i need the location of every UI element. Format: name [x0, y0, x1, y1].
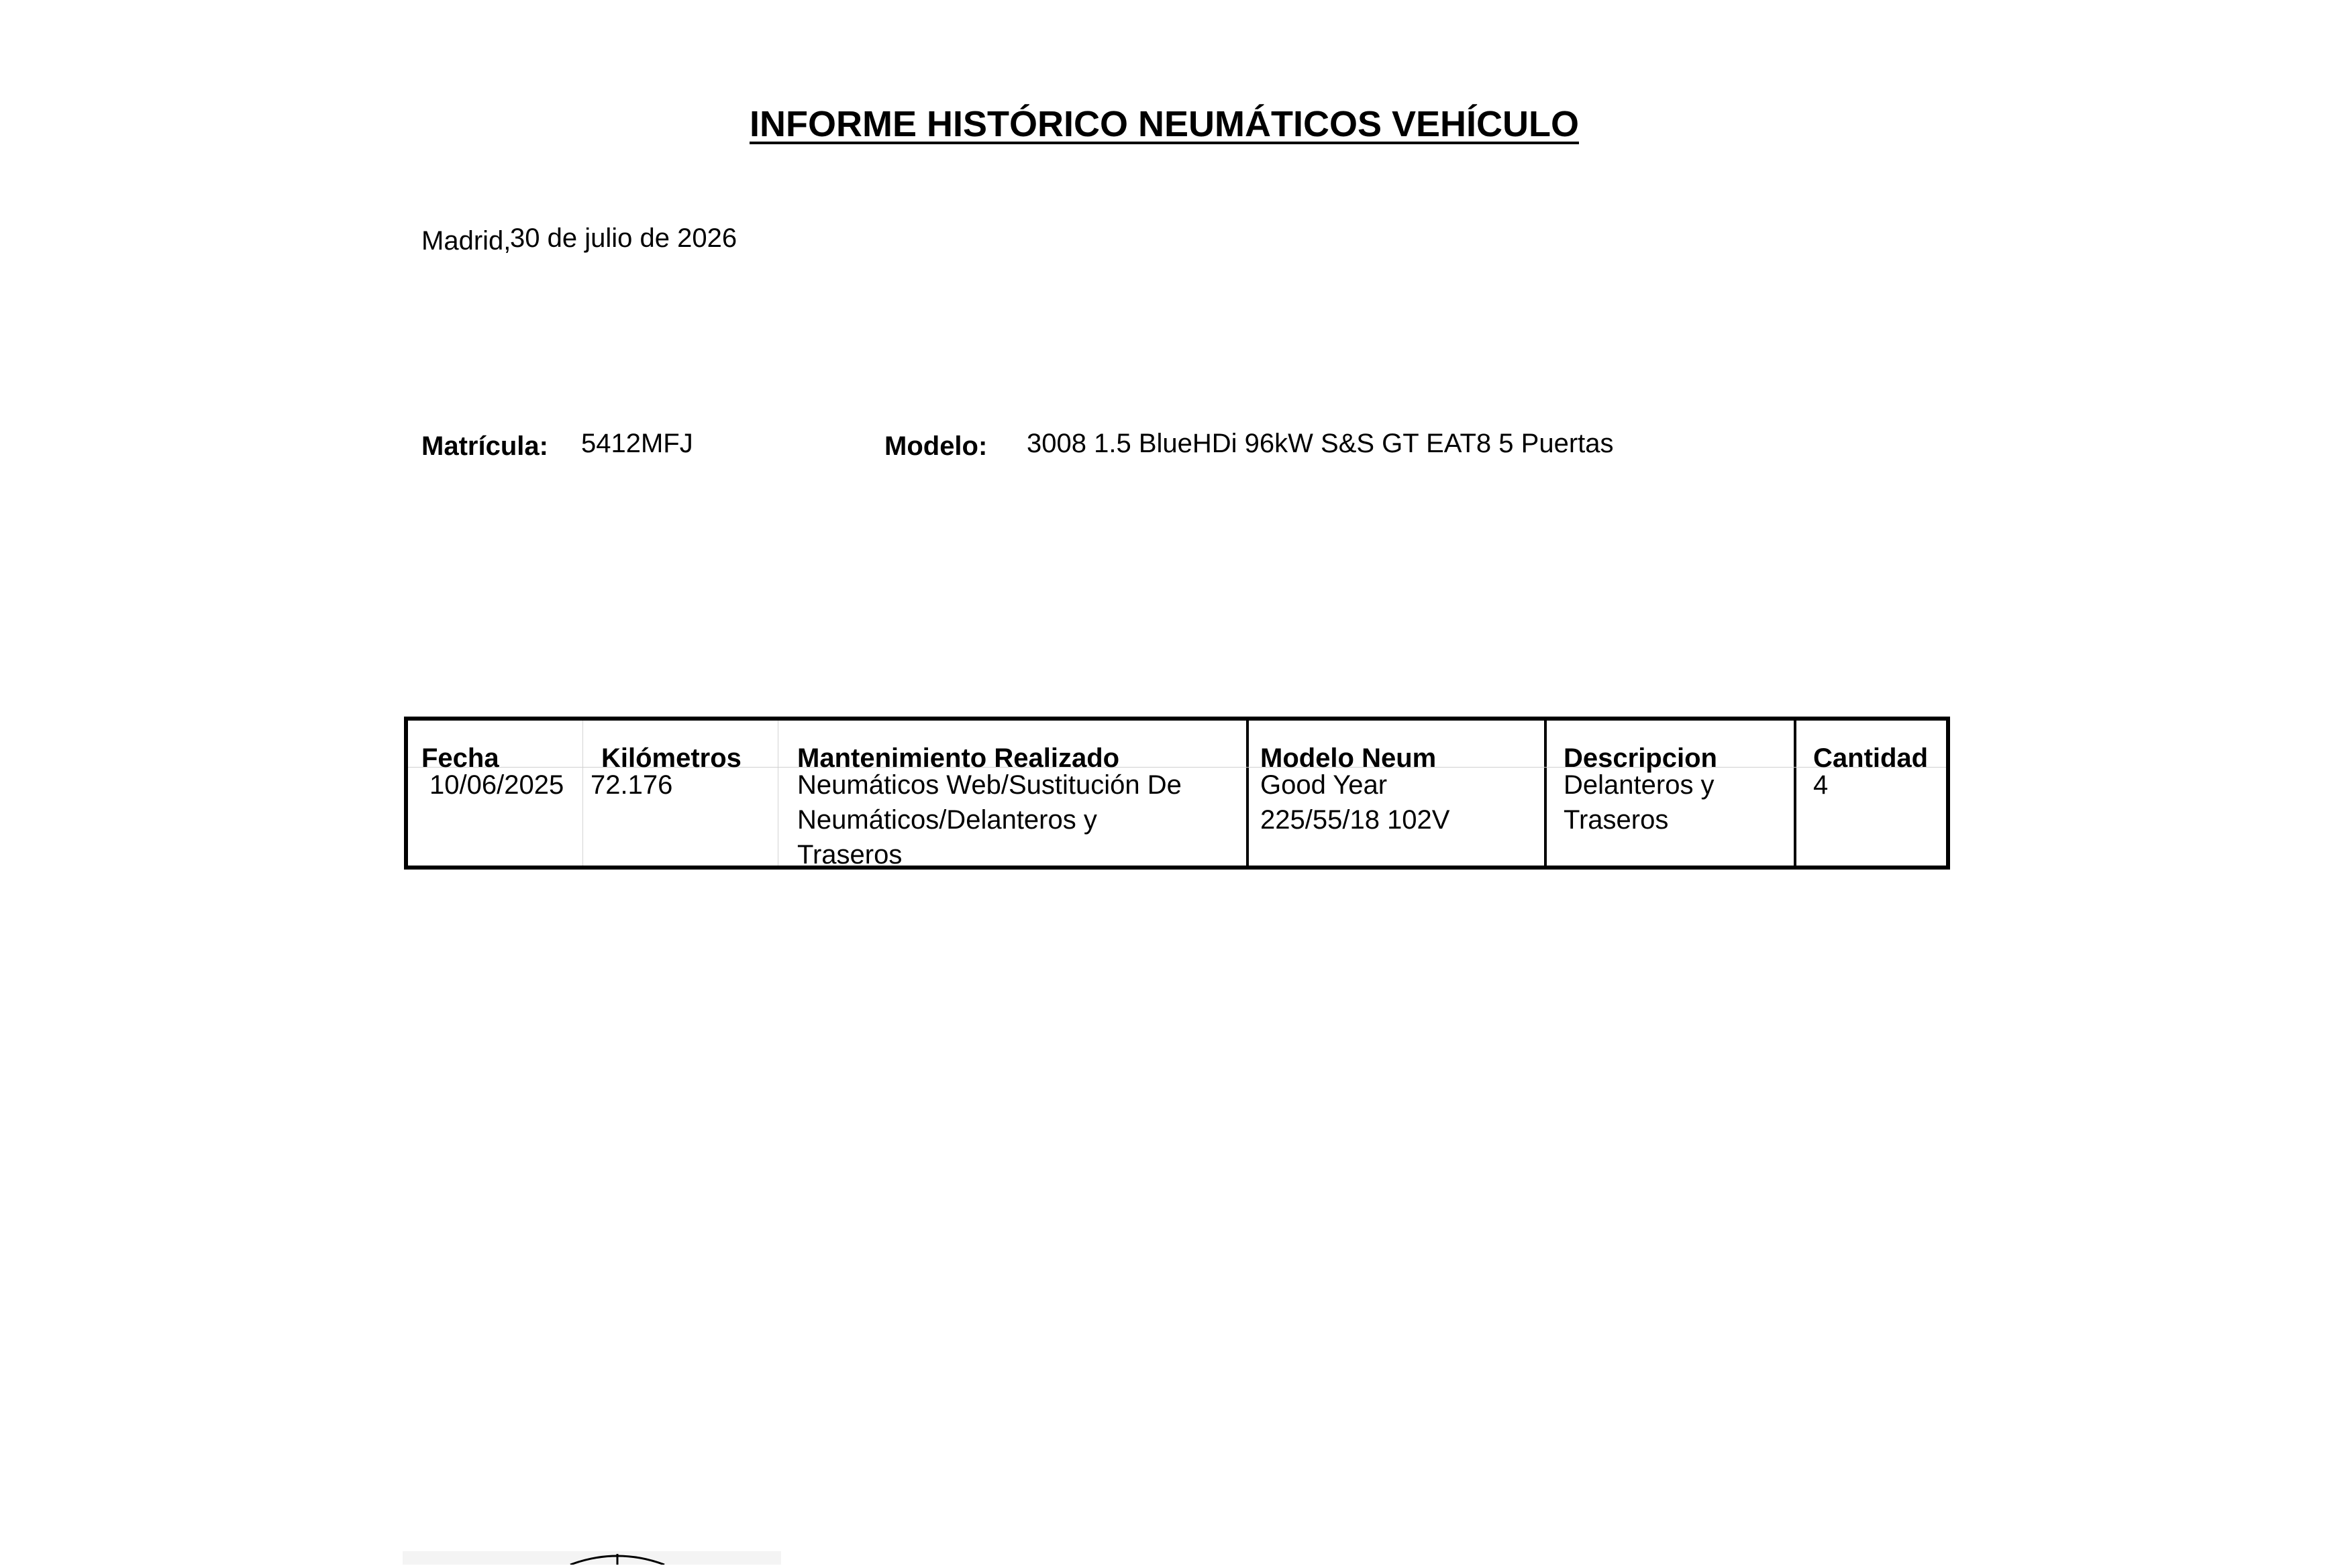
stamp-seal: [403, 1551, 781, 1565]
cell-descripcion: [1564, 768, 1715, 837]
column-divider: [1544, 721, 1547, 866]
cell-descripcion-line: Delanteros y: [1564, 770, 1715, 800]
plate-value: 5412MFJ: [581, 429, 693, 458]
tire-history-table: [404, 717, 1950, 870]
cell-kilometros: 72.176: [591, 770, 673, 800]
header-mantenimiento: Mantenimiento Realizado: [797, 743, 1120, 773]
header-kilometros: Kilómetros: [601, 743, 742, 773]
report-title: [0, 101, 2329, 148]
stamp-seal-icon: [403, 1551, 781, 1565]
cell-cantidad: 4: [1813, 770, 1829, 800]
column-divider: [1794, 721, 1796, 866]
cell-mantenimiento-line: Traseros: [797, 840, 903, 870]
column-divider: [582, 721, 583, 866]
cell-mantenimiento-line: Neumáticos Web/Sustitución De: [797, 770, 1182, 800]
header-fecha: Fecha: [421, 743, 499, 773]
report-title-text: INFORME HISTÓRICO NEUMÁTICOS VEHÍCULO: [749, 104, 1579, 144]
model-label: Modelo:: [884, 431, 988, 461]
model-value: 3008 1.5 BlueHDi 96kW S&S GT EAT8 5 Puertas: [1027, 429, 1614, 458]
place-label: Madrid,: [421, 226, 511, 256]
header-cantidad: Cantidad: [1813, 743, 1929, 773]
cell-modelo-neum-line: Good Year: [1260, 770, 1388, 800]
cell-fecha: 10/06/2025: [429, 770, 564, 800]
cell-modelo-neum-line: 225/55/18 102V: [1260, 805, 1450, 835]
header-descripcion: Descripcion: [1564, 743, 1717, 773]
cell-descripcion-line: Traseros: [1564, 805, 1669, 835]
header-modelo-neum: Modelo Neum: [1260, 743, 1437, 773]
report-date: 30 de julio de 2026: [510, 223, 737, 253]
cell-modelo-neum: [1260, 768, 1449, 837]
cell-mantenimiento-line: Neumáticos/Delanteros y: [797, 805, 1097, 835]
column-divider: [1246, 721, 1249, 866]
plate-label: Matrícula:: [421, 431, 548, 461]
cell-mantenimiento: [797, 768, 1182, 872]
